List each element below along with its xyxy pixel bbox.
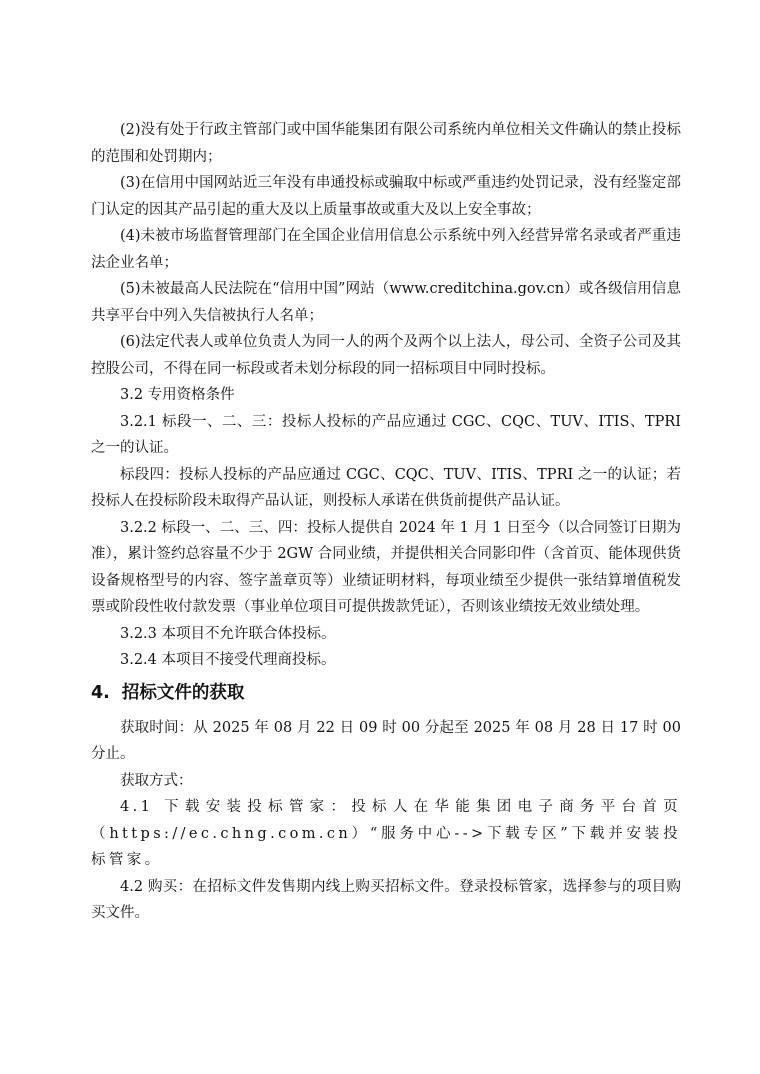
section-heading-4: [91, 677, 681, 710]
clause-4-2: 4.2 购买：在招标文件发售期内线上购买招标文件。登录投标管家，选择参与的项目购买文件。: [91, 878, 681, 921]
clause-3-2-1: 3.2.1 标段一、二、三：投标人投标的产品应通过 CGC、CQC、TUV、ITIS、TPRI 之一的认证。: [91, 413, 681, 456]
qualification-item-4: (4)未被市场监督管理部门在全国企业信用信息公示系统中列入经营异常名录或者严重违法企业名单；: [91, 228, 681, 271]
acquisition-time: 获取时间：从 2025 年 08 月 22 日 09 时 00 分起至 2025 年 08 月 28 日 17 时 00 分止。: [91, 719, 681, 762]
clause-4-1: 4.1 下载安装投标管家：投标人在华能集团电子商务平台首页（https://ec.chng.com.cn）“服务中心-->下载专区”下载并安装投标管家。: [91, 799, 681, 868]
document-body: [91, 117, 681, 927]
qualification-item-2: (2)没有处于行政主管部门或中国华能集团有限公司系统内单位相关文件确认的禁止投标的范围和处罚期内；: [91, 122, 681, 165]
section-title: 招标文件的获取: [121, 682, 245, 703]
clause-3-2-1-lot4: 标段四：投标人投标的产品应通过 CGC、CQC、TUV、ITIS、TPRI 之一的认证；若投标人在投标阶段未取得产品认证，则投标人承诺在供货前提供产品认证。: [91, 466, 681, 509]
clause-3-2-4: 3.2.4 本项目不接受代理商投标。: [120, 652, 336, 668]
qualification-item-5: (5)未被最高人民法院在“信用中国”网站（www.creditchina.gov.cn）或各级信用信息共享平台中列入失信被执行人名单；: [91, 281, 681, 324]
clause-3-2-3: 3.2.3 本项目不允许联合体投标。: [120, 625, 336, 642]
subsection-title-3-2: 3.2 专用资格条件: [120, 387, 235, 403]
acquisition-method-label: 获取方式：: [120, 772, 193, 789]
qualification-item-6: (6)法定代表人或单位负责人为同一人的两个及两个以上法人，母公司、全资子公司及其控股公司，不得在同一标段或者未划分标段的同一招标项目中同时投标。: [91, 334, 681, 377]
qualification-item-3: (3)在信用中国网站近三年没有串通投标或骗取中标或严重违约处罚记录，没有经鉴定部门认定的因其产品引起的重大及以上质量事故或重大及以上安全事故；: [91, 175, 681, 218]
section-number: 4.: [91, 682, 110, 703]
clause-3-2-2: 3.2.2 标段一、二、三、四：投标人提供自 2024 年 1 月 1 日至今（以合同签订日期为准），累计签约总容量不少于 2GW 合同业绩，并提供相关合同影印件（含首页、能体现供货设备规格型号的内容、签字盖章页等）业绩证明材料，每项业绩至少提供一张结算增值税发票或阶段性收付款发票（事业单位项目可提供拨款凭证），否则该业绩按无效业绩处理。: [91, 519, 681, 615]
